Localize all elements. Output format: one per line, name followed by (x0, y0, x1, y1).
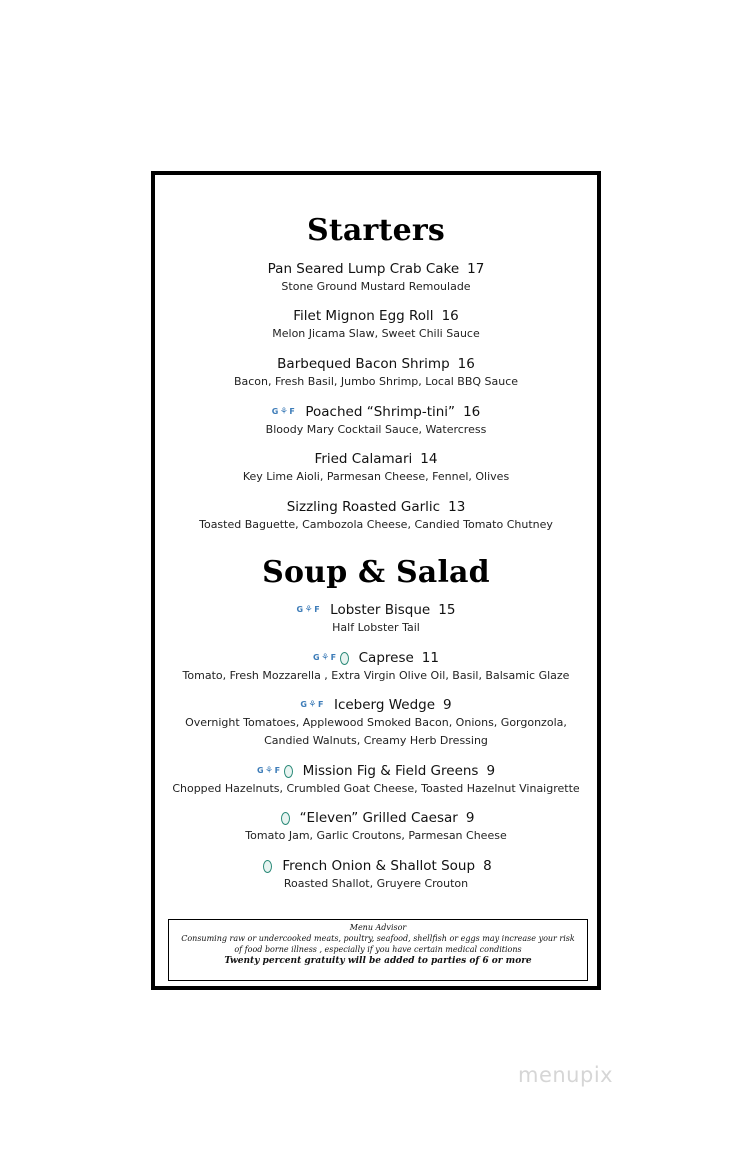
menu-item (155, 355, 597, 391)
item-description: Chopped Hazelnuts, Crumbled Goat Cheese, Toasted Hazelnut Vinaigrette (172, 782, 580, 795)
item-price: 9 (486, 763, 496, 779)
menu-item (155, 809, 597, 845)
menu-item (155, 857, 597, 893)
menu-item (155, 762, 597, 798)
menu-card (151, 171, 601, 990)
item-price: 16 (463, 404, 481, 420)
gluten-free-icon: G⚘F (256, 766, 281, 776)
item-badges (257, 762, 293, 780)
item-price: 15 (438, 602, 456, 618)
gratuity-notice: Twenty percent gratuity will be added to parties of 6 or more (224, 956, 532, 966)
item-name: Pan Seared Lump Crab Cake (267, 261, 460, 277)
item-badges (313, 649, 349, 667)
item-name: Sizzling Roasted Garlic (286, 499, 441, 515)
menu-item (155, 649, 597, 685)
menu-advisor-box (168, 919, 588, 981)
item-badges (272, 403, 296, 421)
item-description: Stone Ground Mustard Remoulade (281, 280, 471, 293)
item-description: Overnight Tomatoes, Applewood Smoked Bacon, Onions, Gorgonzola, Candied Walnuts, Creamy Herb Dressing (185, 716, 567, 747)
item-price: 16 (441, 308, 459, 324)
vegetarian-leaf-icon (263, 860, 272, 873)
item-name: French Onion & Shallot Soup (282, 858, 476, 874)
item-description: Bacon, Fresh Basil, Jumbo Shrimp, Local BBQ Sauce (233, 375, 519, 388)
item-description: Half Lobster Tail (332, 621, 420, 634)
item-price: 9 (465, 810, 475, 826)
item-badges (278, 809, 290, 827)
item-price: 16 (457, 356, 475, 372)
item-description: Tomato Jam, Garlic Croutons, Parmesan Cheese (245, 829, 507, 842)
item-description: Key Lime Aioli, Parmesan Cheese, Fennel, Olives (242, 470, 510, 483)
gluten-free-icon: G⚘F (271, 407, 296, 417)
starters-title: Starters (306, 213, 445, 248)
item-description: Melon Jicama Slaw, Sweet Chili Sauce (272, 327, 480, 340)
item-badges (260, 857, 272, 875)
item-name: Lobster Bisque (330, 602, 431, 618)
item-price: 14 (420, 451, 438, 467)
menu-item (155, 601, 597, 637)
menu-item (155, 260, 597, 296)
item-price: 11 (421, 650, 439, 666)
item-description: Bloody Mary Cocktail Sauce, Watercress (265, 423, 487, 436)
menu-item (155, 403, 597, 439)
soup-salad-title: Soup & Salad (262, 555, 490, 590)
item-description: Roasted Shallot, Gruyere Crouton (283, 877, 469, 890)
item-name: Fried Calamari (314, 451, 413, 467)
item-name: Poached “Shrimp-tini” (305, 404, 456, 420)
watermark-logo: menupix (518, 1063, 614, 1087)
item-price: 8 (483, 858, 492, 874)
menu-item (155, 450, 597, 486)
item-name: Caprese (358, 650, 414, 666)
item-badges (297, 601, 321, 619)
item-price: 9 (443, 697, 452, 713)
item-description: Tomato, Fresh Mozzarella , Extra Virgin Olive Oil, Basil, Balsamic Glaze (182, 669, 570, 682)
item-price: 13 (448, 499, 466, 515)
item-name: Iceberg Wedge (333, 697, 436, 713)
item-name: “Eleven” Grilled Caesar (299, 810, 458, 826)
gluten-free-icon: G⚘F (300, 700, 324, 710)
menu-item (155, 307, 597, 343)
item-description: Toasted Baguette, Cambozola Cheese, Candied Tomato Chutney (199, 518, 553, 531)
gluten-free-icon: G⚘F (313, 653, 337, 663)
item-name: Filet Mignon Egg Roll (293, 308, 434, 324)
advisor-title: Menu Advisor (349, 923, 407, 932)
item-price: 17 (467, 261, 485, 277)
vegetarian-leaf-icon (281, 812, 290, 825)
advisor-text: Consuming raw or undercooked meats, poultry, seafood, shellfish or eggs may increase your risk of food borne illness , especially if you have certain medical conditions (181, 934, 575, 954)
gluten-free-icon: G⚘F (296, 605, 321, 615)
item-name: Mission Fig & Field Greens (302, 763, 479, 779)
menu-item (155, 696, 597, 750)
item-badges (300, 696, 324, 714)
vegetarian-leaf-icon (340, 652, 349, 665)
item-name: Barbequed Bacon Shrimp (277, 356, 450, 372)
vegetarian-leaf-icon (284, 765, 293, 778)
menu-item (155, 498, 597, 534)
